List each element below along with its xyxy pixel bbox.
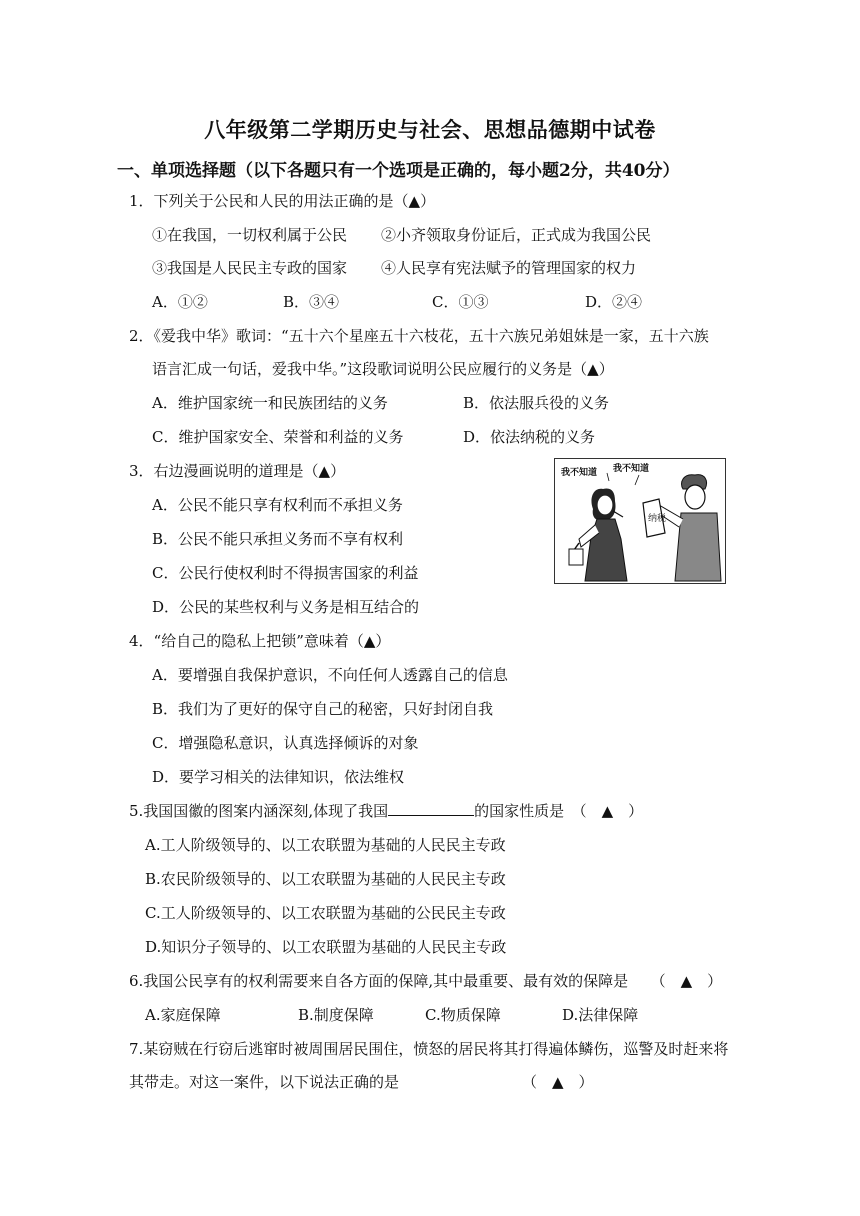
q1-statement-1: ①在我国，一切权利属于公民 bbox=[152, 226, 348, 244]
question-4-stem: 4．“给自己的隐私上把锁”意味着（▲） bbox=[129, 632, 391, 650]
q2-option-a: A．维护国家统一和民族团结的义务 bbox=[152, 394, 388, 412]
section-heading: 一、单项选择题（以下各题只有一个选项是正确的，每小题2分，共40分） bbox=[117, 161, 680, 181]
cartoon-paper-text: 纳税 bbox=[648, 514, 667, 524]
q3-option-d: D．公民的某些权利与义务是相互结合的 bbox=[152, 598, 420, 616]
q2-option-d: D．依法纳税的义务 bbox=[463, 428, 596, 446]
q4-option-b: B．我们为了更好的保守自己的秘密，只好封闭自我 bbox=[152, 700, 494, 718]
q3-option-a: A．公民不能只享有权利而不承担义务 bbox=[152, 496, 403, 514]
question-3-stem: 3．右边漫画说明的道理是（▲） bbox=[129, 462, 346, 480]
q3-option-c: C．公民行使权利时不得损害国家的利益 bbox=[152, 564, 419, 582]
q5-stem-post: 的国家性质是 （ ▲ ） bbox=[474, 802, 644, 820]
question-5-stem bbox=[129, 801, 643, 821]
cartoon-speech-2: 我不知道 bbox=[613, 464, 650, 474]
q1-statement-3: ③我国是人民民主专政的国家 bbox=[152, 259, 348, 277]
question-2-stem-line1: 2．《爱我中华》歌词：“五十六个星座五十六枝花，五十六族兄弟姐妹是一家，五十六族 bbox=[129, 327, 709, 345]
q6-option-a: A.家庭保障 bbox=[145, 1006, 221, 1024]
q6-option-b: B.制度保障 bbox=[298, 1006, 374, 1024]
question-6-stem: 6.我国公民享有的权利需要来自各方面的保障,其中最重要、最有效的保障是 （ ▲ ） bbox=[129, 972, 723, 990]
question-7-stem-line2: 其带走。对这一案件，以下说法正确的是 bbox=[129, 1073, 400, 1091]
q1-option-d: D．②④ bbox=[585, 293, 643, 311]
q6-option-d: D.法律保障 bbox=[562, 1006, 639, 1024]
q1-option-b: B．③④ bbox=[283, 293, 340, 311]
q1-statement-4: ④人民享有宪法赋予的管理国家的权力 bbox=[381, 259, 637, 277]
question-2-stem-line2: 语言汇成一句话，爱我中华。”这段歌词说明公民应履行的义务是（▲） bbox=[152, 360, 614, 378]
q5-option-d: D.知识分子领导的、以工农联盟为基础的人民民主专政 bbox=[145, 938, 507, 956]
q5-option-a: A.工人阶级领导的、以工农联盟为基础的人民民主专政 bbox=[145, 836, 506, 854]
q7-answer-mark: （ ▲ ） bbox=[522, 1073, 594, 1091]
q5-answer-blank bbox=[388, 801, 474, 816]
q6-option-c: C.物质保障 bbox=[425, 1006, 501, 1024]
q1-option-a: A．①② bbox=[152, 293, 208, 311]
q5-stem-pre: 5.我国国徽的图案内涵深刻,体现了我国 bbox=[129, 802, 389, 820]
page-title: 八年级第二学期历史与社会、思想品德期中试卷 bbox=[204, 117, 656, 142]
cartoon-illustration bbox=[554, 458, 726, 584]
q4-option-a: A．要增强自我保护意识，不向任何人透露自己的信息 bbox=[152, 666, 508, 684]
q1-statement-2: ②小齐领取身份证后，正式成为我国公民 bbox=[381, 226, 652, 244]
cartoon-speech-1: 我不知道 bbox=[561, 468, 598, 478]
q1-option-c: C．①③ bbox=[432, 293, 489, 311]
q3-option-b: B．公民不能只承担义务而不享有权利 bbox=[152, 530, 404, 548]
q4-option-c: C．增强隐私意识，认真选择倾诉的对象 bbox=[152, 734, 419, 752]
q5-option-b: B.农民阶级领导的、以工农联盟为基础的人民民主专政 bbox=[145, 870, 506, 888]
question-1-stem: 1．下列关于公民和人民的用法正确的是（▲） bbox=[129, 192, 436, 210]
question-7-stem-line1: 7.某窃贼在行窃后逃窜时被周围居民围住，愤怒的居民将其打得遍体鳞伤，巡警及时赶来将 bbox=[129, 1040, 729, 1058]
q4-option-d: D．要学习相关的法律知识，依法维权 bbox=[152, 768, 405, 786]
q2-option-c: C．维护国家安全、荣誉和利益的义务 bbox=[152, 428, 404, 446]
q2-option-b: B．依法服兵役的义务 bbox=[463, 394, 610, 412]
q5-option-c: C.工人阶级领导的、以工农联盟为基础的公民民主专政 bbox=[145, 904, 506, 922]
